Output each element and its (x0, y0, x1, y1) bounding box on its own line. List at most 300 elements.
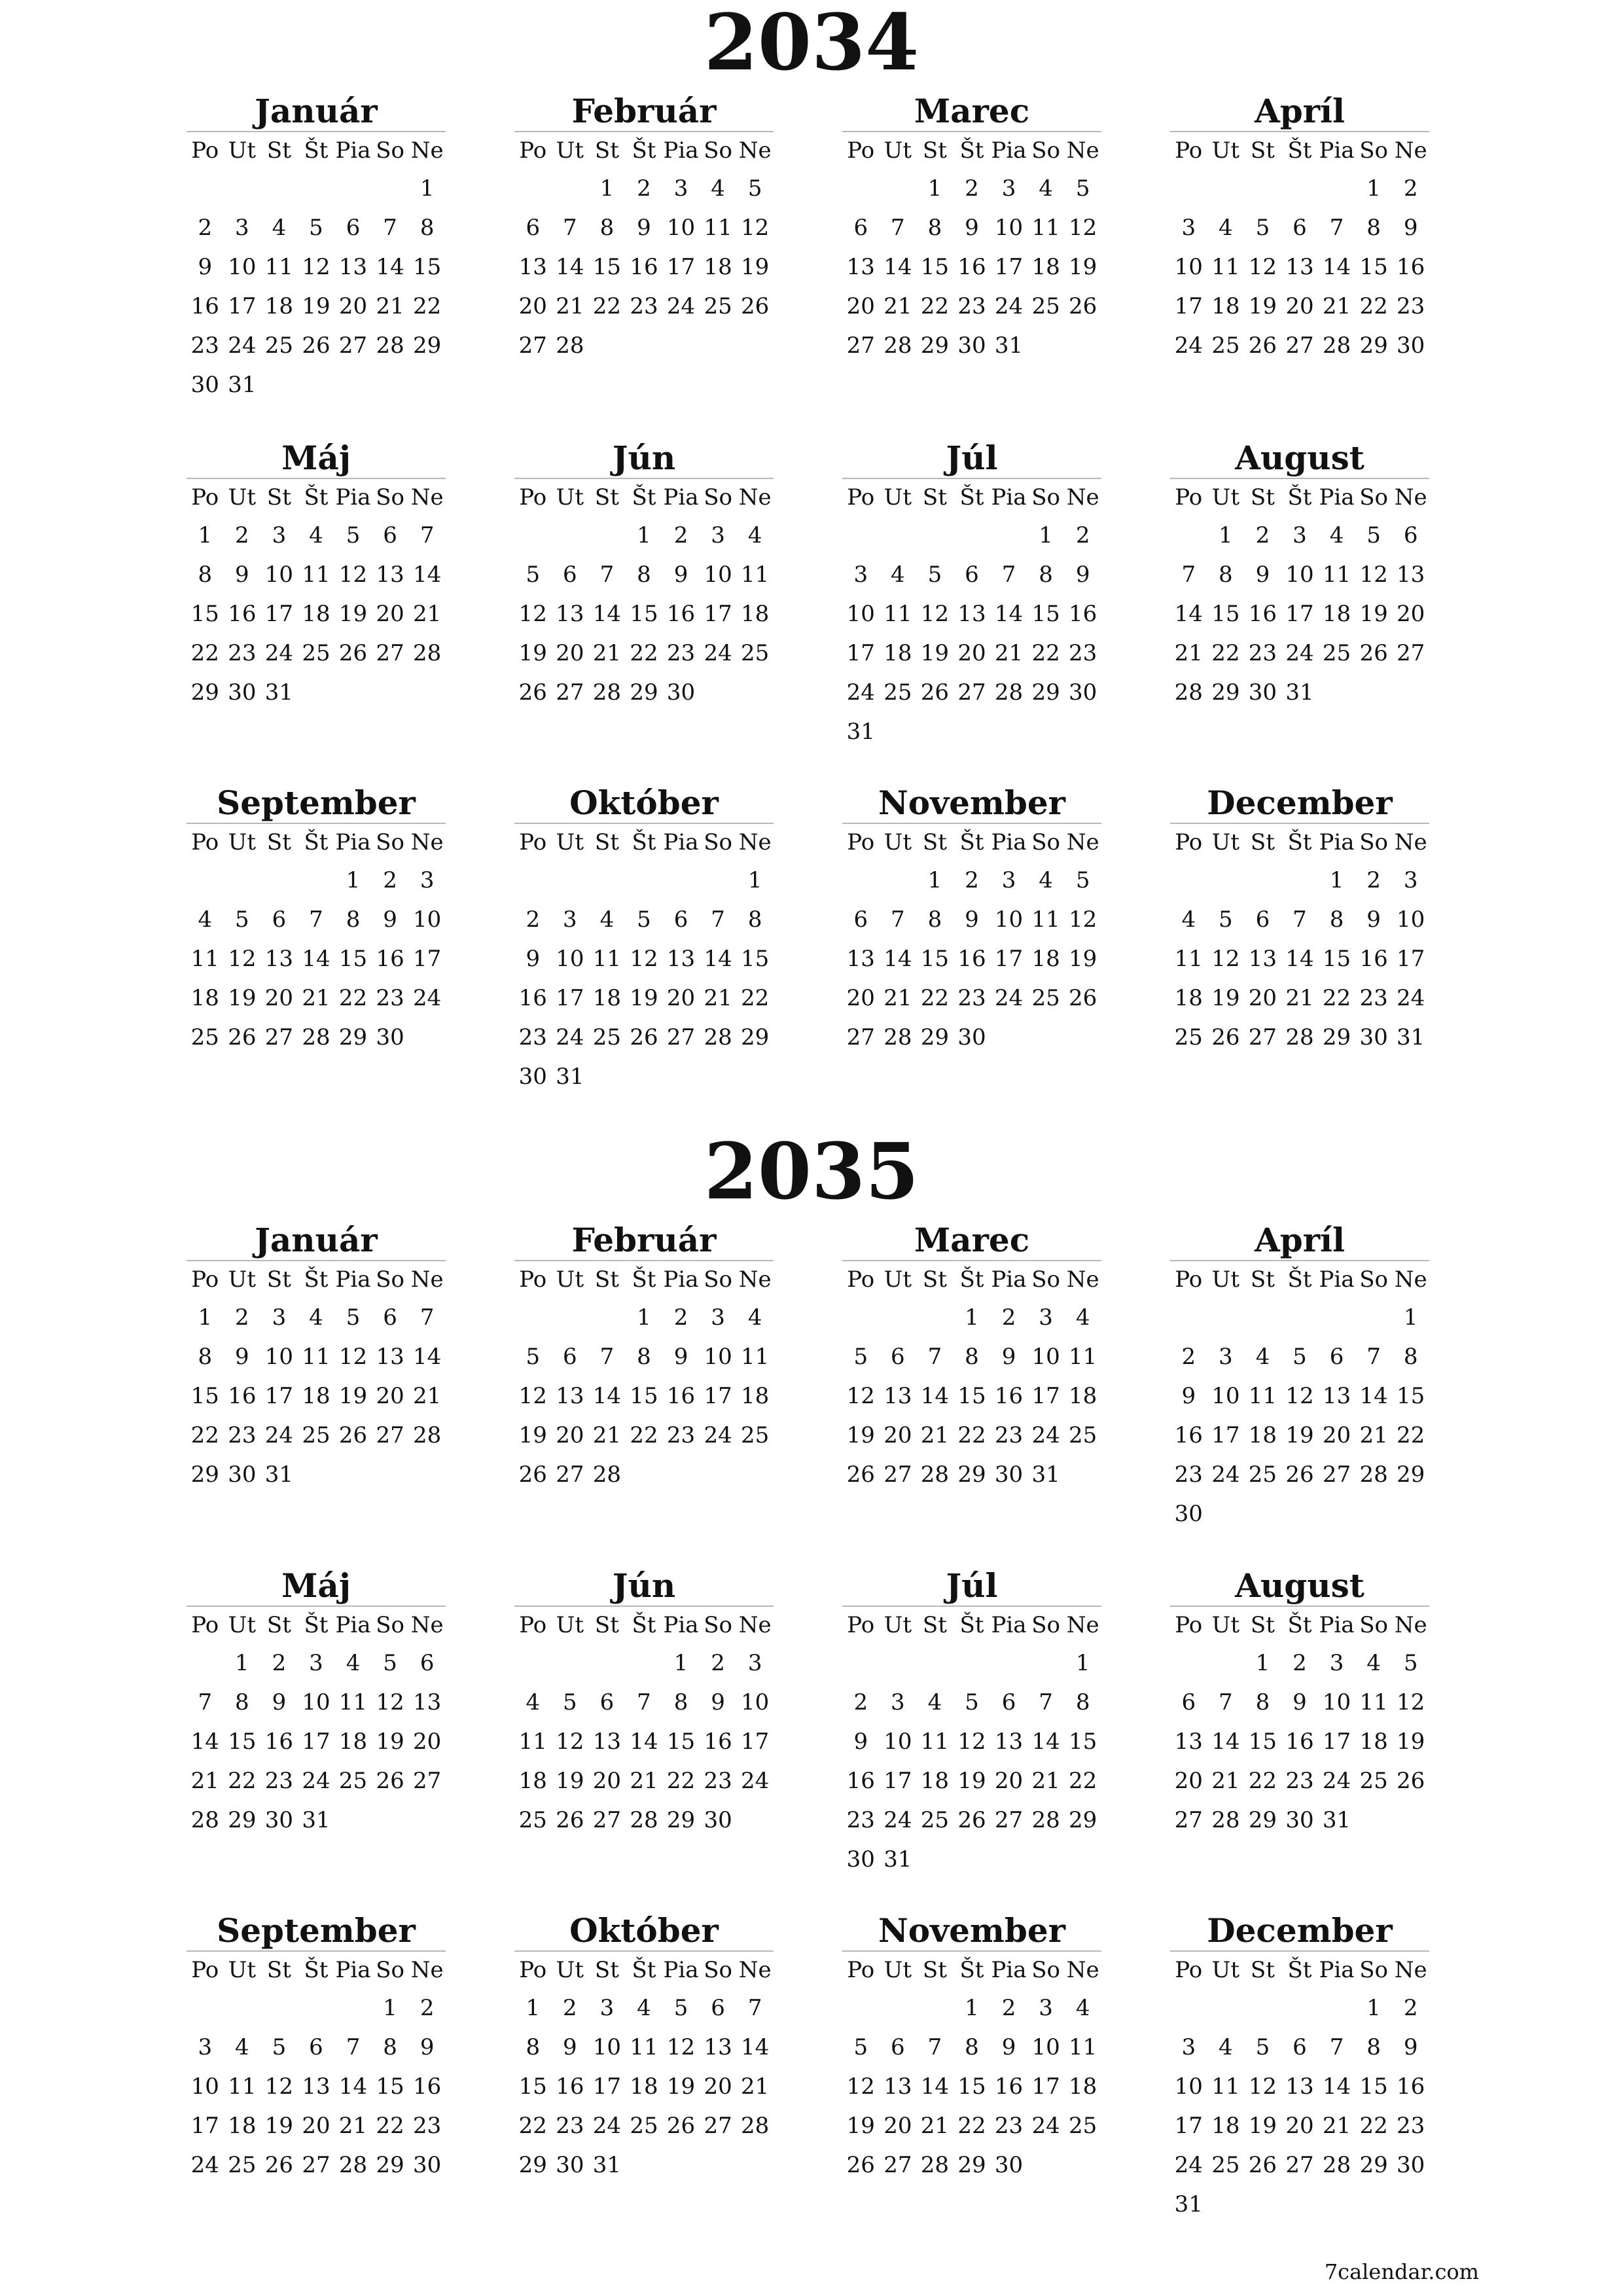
weekday-label: So (704, 137, 732, 164)
day-cell: 7 (927, 1344, 942, 1370)
day-cell: 12 (518, 601, 547, 627)
day-cell: 1 (1075, 1650, 1090, 1676)
day-cell: 25 (302, 640, 330, 666)
day-cell: 15 (413, 254, 442, 280)
empty-day-cell (1170, 1298, 1207, 1337)
day-cell: 21 (556, 293, 584, 319)
day-cell: 14 (883, 254, 912, 280)
month-grid (1170, 1260, 1429, 1534)
week-row (187, 634, 446, 673)
day-cell: 5 (1255, 2034, 1270, 2060)
day-cell: 21 (302, 985, 330, 1011)
day-cell: 15 (338, 946, 368, 972)
day-cell: 26 (846, 1462, 875, 1488)
empty-day-cell (1027, 1018, 1065, 1057)
month-calendar (514, 1566, 774, 1840)
day-cell: 16 (666, 601, 696, 627)
day-cell: 18 (1031, 946, 1060, 972)
weekday-label: So (1031, 484, 1060, 511)
month-name: Apríl (1254, 92, 1346, 130)
week-row (1170, 1801, 1429, 1840)
empty-day-cell (1281, 1494, 1319, 1534)
weekday-label: St (1250, 829, 1275, 855)
day-cell: 3 (1181, 2034, 1196, 2060)
empty-day-cell (626, 861, 663, 900)
day-cell: 2 (198, 215, 213, 241)
day-cell: 24 (190, 2152, 219, 2178)
day-cell: 25 (1031, 985, 1060, 1011)
day-cell: 6 (1293, 2034, 1307, 2060)
empty-day-cell (736, 1057, 774, 1096)
day-cell: 17 (994, 946, 1024, 972)
day-cell: 11 (1248, 1383, 1277, 1409)
day-cell: 15 (1359, 2073, 1388, 2100)
empty-day-cell (224, 169, 261, 208)
day-cell: 4 (272, 215, 287, 241)
month-grid (1170, 478, 1429, 712)
day-cell: 27 (1285, 2152, 1314, 2178)
day-cell: 11 (1031, 906, 1060, 933)
weekday-header-row (514, 1261, 774, 1298)
week-row (187, 169, 446, 208)
week-row (187, 1683, 446, 1722)
day-cell: 2 (853, 1689, 868, 1715)
month-calendar (842, 1911, 1101, 2185)
empty-day-cell (372, 169, 409, 208)
week-row (1170, 939, 1429, 978)
day-cell: 8 (383, 2034, 397, 2060)
week-row (1170, 2145, 1429, 2185)
weekday-label: Pia (335, 484, 371, 511)
day-cell: 18 (1211, 2113, 1240, 2139)
day-cell: 18 (1031, 254, 1060, 280)
day-cell: 11 (741, 1344, 770, 1370)
weekday-label: Pia (1319, 1266, 1355, 1293)
day-cell: 22 (1397, 1422, 1425, 1448)
day-cell: 22 (190, 640, 219, 666)
empty-day-cell (1355, 1801, 1393, 1840)
empty-day-cell (736, 2145, 774, 2185)
day-cell: 4 (1219, 215, 1233, 241)
day-cell: 5 (965, 1689, 979, 1715)
day-cell: 19 (1397, 1729, 1425, 1755)
day-cell: 4 (1039, 175, 1053, 202)
day-cell: 12 (518, 1383, 547, 1409)
month-calendar (514, 1911, 774, 2185)
weekday-label: Pia (663, 1957, 699, 1983)
weekday-label: Ne (738, 1612, 772, 1638)
day-cell: 18 (264, 293, 294, 319)
day-cell: 14 (376, 254, 404, 280)
day-cell: 14 (1031, 1729, 1060, 1755)
day-cell: 15 (630, 1383, 658, 1409)
weekday-label: Ne (410, 137, 444, 164)
empty-day-cell (842, 516, 880, 555)
day-cell: 19 (666, 2073, 696, 2100)
weekday-label: Po (519, 137, 547, 164)
day-cell: 2 (965, 175, 979, 202)
day-cell: 2 (711, 1650, 725, 1676)
day-cell: 22 (630, 640, 658, 666)
empty-day-cell (662, 1057, 700, 1096)
day-cell: 28 (556, 332, 584, 359)
weekday-label: Št (304, 484, 329, 511)
day-cell: 30 (994, 1462, 1024, 1488)
day-cell: 3 (1181, 215, 1196, 241)
empty-day-cell (1244, 1494, 1281, 1534)
weekday-label: St (266, 1266, 291, 1293)
empty-day-cell (552, 169, 589, 208)
empty-day-cell (736, 1801, 774, 1840)
weekday-label: Ut (883, 484, 912, 511)
weekday-label: Ne (1066, 1612, 1099, 1638)
day-cell: 18 (592, 985, 622, 1011)
week-row (842, 326, 1101, 365)
weekday-label: Pia (991, 1612, 1027, 1638)
month-calendar (187, 1566, 446, 1840)
day-cell: 9 (235, 1344, 249, 1370)
weekday-label: Ne (1394, 1612, 1427, 1638)
empty-day-cell (1027, 326, 1065, 365)
day-cell: 20 (518, 293, 547, 319)
weekday-header-row (842, 1951, 1101, 1988)
day-cell: 28 (592, 679, 622, 706)
day-cell: 28 (994, 679, 1024, 706)
day-cell: 5 (853, 2034, 868, 2060)
day-cell: 9 (235, 562, 249, 588)
day-cell: 18 (741, 601, 770, 627)
week-row (842, 634, 1101, 673)
week-row (842, 2028, 1101, 2067)
week-row (842, 2106, 1101, 2145)
day-cell: 1 (747, 867, 762, 893)
day-cell: 4 (1181, 906, 1196, 933)
empty-day-cell (588, 1298, 626, 1337)
empty-day-cell (187, 861, 224, 900)
day-cell: 25 (920, 1807, 950, 1833)
day-cell: 17 (1322, 1729, 1351, 1755)
day-cell: 24 (704, 640, 732, 666)
day-cell: 20 (556, 1422, 584, 1448)
week-row (842, 169, 1101, 208)
weekday-label: Št (632, 1612, 656, 1638)
day-cell: 5 (309, 215, 323, 241)
day-cell: 5 (853, 1344, 868, 1370)
day-cell: 6 (599, 1689, 615, 1715)
day-cell: 19 (228, 985, 257, 1011)
day-cell: 26 (1211, 1024, 1240, 1050)
day-cell: 16 (704, 1729, 732, 1755)
day-cell: 2 (272, 1650, 287, 1676)
weekday-label: Po (1175, 1612, 1203, 1638)
day-cell: 30 (1397, 2152, 1425, 2178)
day-cell: 18 (338, 1729, 368, 1755)
day-cell: 18 (1359, 1729, 1388, 1755)
day-cell: 27 (556, 679, 584, 706)
day-cell: 1 (1403, 1304, 1418, 1331)
day-cell: 7 (346, 2034, 361, 2060)
day-cell: 12 (264, 2073, 294, 2100)
week-row (1170, 1722, 1429, 1761)
day-cell: 20 (957, 640, 986, 666)
day-cell: 20 (1285, 293, 1314, 319)
day-cell: 31 (1031, 1462, 1060, 1488)
week-row (842, 1988, 1101, 2028)
empty-day-cell (916, 712, 954, 751)
weekday-label: Št (959, 484, 984, 511)
empty-day-cell (662, 326, 700, 365)
month-calendar (842, 92, 1101, 365)
day-cell: 24 (704, 1422, 732, 1448)
day-cell: 15 (518, 2073, 547, 2100)
month-calendar (842, 1566, 1101, 1879)
week-row (514, 555, 774, 594)
empty-day-cell (700, 673, 737, 712)
empty-day-cell (1355, 1494, 1393, 1534)
weekday-label: So (1031, 137, 1060, 164)
day-cell: 13 (1174, 1729, 1203, 1755)
weekday-label: Ut (228, 484, 256, 511)
empty-day-cell (880, 516, 917, 555)
day-cell: 21 (592, 640, 622, 666)
day-cell: 23 (1359, 985, 1388, 1011)
day-cell: 30 (1248, 679, 1277, 706)
week-row (1170, 555, 1429, 594)
weekday-label: St (1250, 1612, 1275, 1638)
day-cell: 17 (994, 254, 1024, 280)
day-cell: 9 (1075, 562, 1090, 588)
month-grid (187, 1605, 446, 1840)
weekday-label: Ne (1394, 137, 1427, 164)
day-cell: 9 (1403, 2034, 1418, 2060)
day-cell: 31 (994, 332, 1024, 359)
day-cell: 19 (302, 293, 330, 319)
day-cell: 10 (1031, 1344, 1060, 1370)
day-cell: 19 (1069, 946, 1097, 972)
day-cell: 8 (965, 2034, 979, 2060)
day-cell: 6 (1001, 1689, 1016, 1715)
day-cell: 10 (264, 562, 294, 588)
weekday-label: Ut (1211, 829, 1240, 855)
empty-day-cell (1027, 712, 1065, 751)
weekday-label: Po (519, 1957, 547, 1983)
day-cell: 18 (741, 1383, 770, 1409)
month-grid (514, 1950, 774, 2185)
day-cell: 29 (957, 2152, 986, 2178)
day-cell: 12 (1359, 562, 1388, 588)
day-cell: 2 (673, 522, 688, 548)
day-cell: 25 (518, 1807, 547, 1833)
empty-day-cell (588, 326, 626, 365)
month-calendar (1170, 92, 1429, 365)
empty-day-cell (626, 1643, 663, 1683)
weekday-label: Ut (556, 829, 584, 855)
day-cell: 26 (1069, 293, 1097, 319)
day-cell: 8 (1075, 1689, 1090, 1715)
day-cell: 20 (1174, 1768, 1203, 1794)
day-cell: 22 (666, 1768, 696, 1794)
weekday-label: So (376, 137, 404, 164)
day-cell: 27 (1174, 1807, 1203, 1833)
week-row (842, 1455, 1101, 1494)
day-cell: 17 (413, 946, 442, 972)
day-cell: 6 (711, 1995, 725, 2021)
empty-day-cell (588, 861, 626, 900)
day-cell: 11 (883, 601, 912, 627)
day-cell: 2 (563, 1995, 577, 2021)
month-name: Január (255, 1221, 378, 1259)
weekday-label: Po (519, 1612, 547, 1638)
weekday-label: Št (1287, 1957, 1312, 1983)
weekday-label: St (1250, 1266, 1275, 1293)
day-cell: 26 (630, 1024, 658, 1050)
day-cell: 28 (1211, 1807, 1240, 1833)
week-row (1170, 2106, 1429, 2145)
day-cell: 6 (346, 215, 361, 241)
day-cell: 16 (666, 1383, 696, 1409)
month-name: Marec (914, 1221, 1030, 1259)
day-cell: 14 (1322, 2073, 1351, 2100)
day-cell: 8 (346, 906, 361, 933)
weekday-label: Po (191, 137, 219, 164)
day-cell: 30 (376, 1024, 404, 1050)
day-cell: 9 (1001, 1344, 1016, 1370)
day-cell: 24 (592, 2113, 622, 2139)
day-cell: 17 (741, 1729, 770, 1755)
week-row (187, 1988, 446, 2028)
weekday-label: Pia (1319, 137, 1355, 164)
day-cell: 22 (741, 985, 770, 1011)
empty-day-cell (736, 673, 774, 712)
day-cell: 11 (592, 946, 622, 972)
day-cell: 15 (630, 601, 658, 627)
day-cell: 30 (1174, 1501, 1203, 1527)
day-cell: 21 (592, 1422, 622, 1448)
weekday-label: Št (1287, 829, 1312, 855)
day-cell: 18 (883, 640, 912, 666)
day-cell: 11 (1031, 215, 1060, 241)
day-cell: 25 (592, 1024, 622, 1050)
day-cell: 7 (747, 1995, 762, 2021)
day-cell: 20 (413, 1729, 442, 1755)
day-cell: 31 (264, 679, 294, 706)
day-cell: 7 (309, 906, 323, 933)
day-cell: 28 (883, 332, 912, 359)
day-cell: 20 (883, 2113, 912, 2139)
day-cell: 10 (228, 254, 257, 280)
day-cell: 19 (1248, 293, 1277, 319)
day-cell: 13 (413, 1689, 442, 1715)
empty-day-cell (224, 1988, 261, 2028)
day-cell: 14 (190, 1729, 219, 1755)
day-cell: 16 (1359, 946, 1388, 972)
day-cell: 22 (630, 1422, 658, 1448)
day-cell: 27 (592, 1807, 622, 1833)
weekday-label: Ne (410, 829, 444, 855)
day-cell: 8 (1403, 1344, 1418, 1370)
day-cell: 24 (302, 1768, 330, 1794)
empty-day-cell (1244, 2185, 1281, 2224)
empty-day-cell (1170, 1988, 1207, 2028)
day-cell: 8 (1039, 562, 1053, 588)
day-cell: 21 (920, 1422, 950, 1448)
weekday-header-row (514, 132, 774, 169)
day-cell: 30 (264, 1807, 294, 1833)
weekday-label: Št (632, 829, 656, 855)
day-cell: 13 (264, 946, 294, 972)
empty-day-cell (990, 516, 1027, 555)
week-row (514, 939, 774, 978)
day-cell: 14 (592, 1383, 622, 1409)
week-row (187, 326, 446, 365)
week-row (842, 1643, 1101, 1683)
empty-day-cell (298, 861, 335, 900)
day-cell: 17 (704, 601, 732, 627)
day-cell: 22 (413, 293, 442, 319)
day-cell: 15 (376, 2073, 404, 2100)
day-cell: 2 (1181, 1344, 1196, 1370)
day-cell: 17 (592, 2073, 622, 2100)
day-cell: 10 (302, 1689, 330, 1715)
day-cell: 28 (630, 1807, 658, 1833)
weekday-header-row (842, 132, 1101, 169)
month-name: Máj (281, 439, 351, 477)
day-cell: 20 (556, 640, 584, 666)
week-row (187, 1455, 446, 1494)
day-cell: 2 (419, 1995, 435, 2021)
week-row (514, 1761, 774, 1801)
day-cell: 16 (228, 601, 257, 627)
day-cell: 23 (228, 1422, 257, 1448)
day-cell: 13 (1285, 2073, 1314, 2100)
day-cell: 12 (1069, 215, 1097, 241)
day-cell: 31 (1285, 679, 1314, 706)
day-cell: 30 (1397, 332, 1425, 359)
month-calendar (1170, 1221, 1429, 1534)
weekday-label: Pia (663, 137, 699, 164)
empty-day-cell (408, 673, 446, 712)
weekday-label: So (1031, 1957, 1060, 1983)
month-grid (187, 131, 446, 404)
week-row (514, 1722, 774, 1761)
day-cell: 4 (1366, 1650, 1381, 1676)
weekday-label: Pia (335, 1957, 371, 1983)
day-cell: 26 (518, 1462, 547, 1488)
weekday-label: Po (519, 829, 547, 855)
empty-day-cell (334, 1455, 372, 1494)
week-row (1170, 287, 1429, 326)
day-cell: 14 (1322, 254, 1351, 280)
month-calendar (1170, 439, 1429, 712)
weekday-label: Ne (1066, 1957, 1099, 1983)
weekday-label: Št (632, 484, 656, 511)
day-cell: 16 (957, 946, 986, 972)
day-cell: 16 (1397, 2073, 1425, 2100)
day-cell: 9 (1255, 562, 1270, 588)
weekday-label: St (922, 484, 947, 511)
day-cell: 7 (599, 562, 615, 588)
day-cell: 1 (1366, 1995, 1381, 2021)
day-cell: 8 (1366, 215, 1381, 241)
empty-day-cell (260, 365, 298, 404)
day-cell: 20 (1397, 601, 1425, 627)
day-cell: 23 (518, 1024, 547, 1050)
weekday-header-row (514, 823, 774, 861)
day-cell: 31 (556, 1064, 584, 1090)
weekday-label: Ne (1394, 829, 1427, 855)
day-cell: 25 (1211, 2152, 1240, 2178)
day-cell: 12 (1248, 2073, 1277, 2100)
